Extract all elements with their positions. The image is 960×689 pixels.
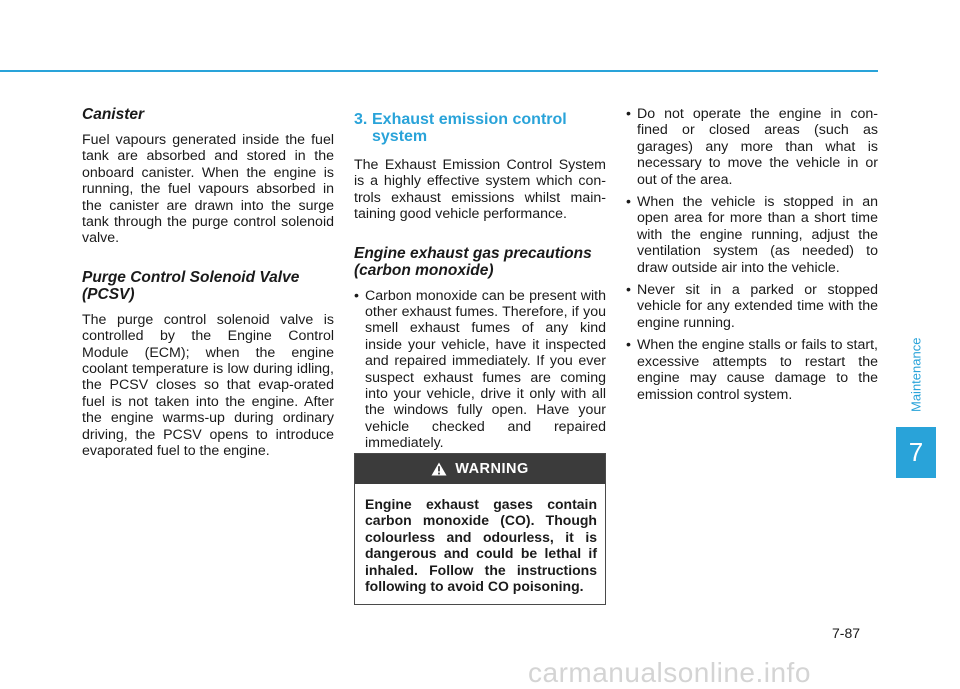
list-item-text: When the engine stalls or fails to start, excessive attempts to restart the engine may cause damage to the emission control system. <box>637 337 878 403</box>
list-item-text: Do not operate the engine in con-fined or closed areas (such as garages) any more than what is necessary to move the vehicle in or out of the area. <box>637 106 878 188</box>
list-item-text: When the vehicle is stopped in an open area for more than a short time with the engine running, adjust the ventilation system (as needed) to draw outside air into the vehicle. <box>637 194 878 276</box>
bullet-icon: • <box>626 282 631 299</box>
section-title <box>354 111 606 145</box>
page-number: 7-87 <box>832 625 861 641</box>
warning-title: WARNING <box>455 461 529 477</box>
column-3 <box>626 106 878 409</box>
list-item <box>626 282 878 331</box>
warning-header <box>355 454 605 484</box>
header-rule <box>0 70 878 72</box>
bullet-icon: • <box>626 194 631 211</box>
list-item <box>626 194 878 276</box>
precautions-list <box>354 288 606 452</box>
list-item <box>626 106 878 188</box>
bullet-icon: • <box>626 337 631 354</box>
chapter-section-label: Maintenance <box>908 337 924 413</box>
safety-list <box>626 106 878 403</box>
precautions-heading: Engine exhaust gas precautions (carbon monoxide) <box>354 244 592 279</box>
chapter-number: 7 <box>908 437 924 467</box>
chapter-tab <box>896 427 936 478</box>
column-1 <box>82 106 334 482</box>
list-item <box>354 288 606 452</box>
column-2 <box>354 106 606 458</box>
section-title-text: Exhaust emission control system <box>372 111 567 145</box>
pcsv-heading: Purge Control Solenoid Valve (PCSV) <box>82 268 300 303</box>
list-item-text: Carbon monoxide can be present with other exhaust fumes. Therefore, if you smell exhaust fumes of any kind inside your vehicle, have it inspected and repaired immediately. If you ever suspect exhaust fumes are coming into your vehicle, drive it only with all the windows fully open. Have your vehicle checked and repaired immediately. <box>365 287 606 452</box>
warning-box <box>354 453 606 605</box>
warning-text: Engine exhaust gases contain carbon monoxide (CO). Though colourless and odourless, it is dangerous and could be lethal if inhaled. Follow the instructions following to avoid CO poisoning. <box>365 496 597 595</box>
canister-paragraph: Fuel vapours generated inside the fuel tank are absorbed and stored in the onboard canister. When the engine is running, the fuel vapours absorbed in the canister are drawn into the surge tank through the purge control solenoid valve. <box>82 132 334 247</box>
list-item-text: Never sit in a parked or stopped vehicle for any extended time with the engine running. <box>637 282 878 331</box>
list-item <box>626 337 878 403</box>
bullet-icon: • <box>354 287 359 304</box>
watermark: carmanualsonline.info <box>528 657 811 688</box>
warning-triangle-icon <box>431 462 447 476</box>
canister-heading: Canister <box>82 106 145 123</box>
exhaust-intro-paragraph: The Exhaust Emission Control System is a highly effective system which con-trols exhaust emissions whilst main-taining good vehicle performance. <box>354 157 606 223</box>
bullet-icon: • <box>626 106 631 122</box>
section-number: 3. <box>354 111 368 128</box>
pcsv-paragraph: The purge control solenoid valve is controlled by the Engine Control Module (ECM); when the engine coolant temperature is low during idling, the PCSV closes so that evap-orated fuel is not taken into the engine. After the engine warms-up during ordinary driving, the PCSV opens to introduce evaporated fuel to the engine. <box>82 311 334 460</box>
